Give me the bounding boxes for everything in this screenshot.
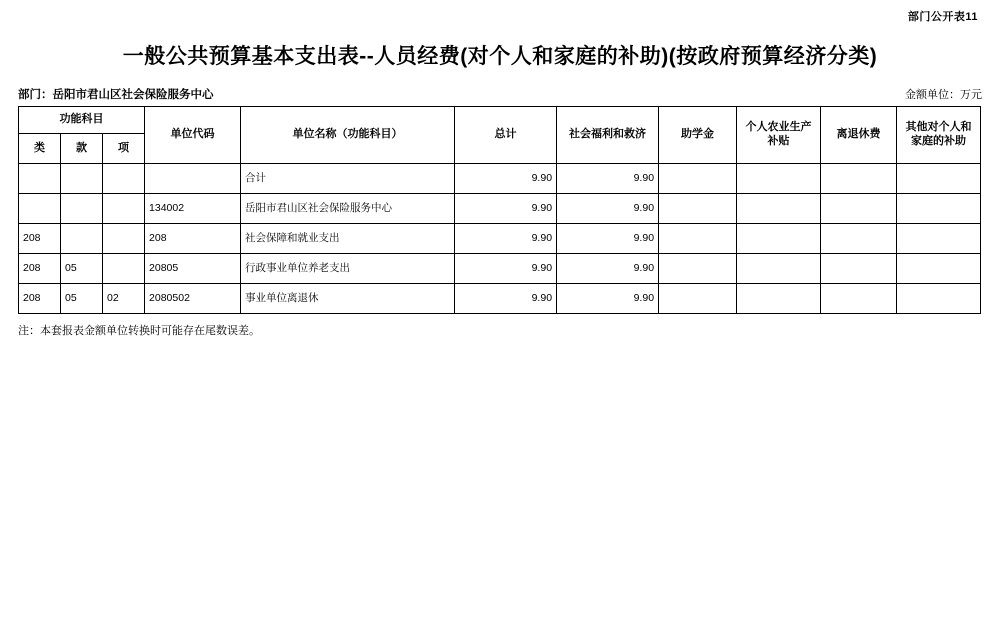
cell-kuan bbox=[61, 164, 103, 194]
header-total: 总计 bbox=[455, 107, 557, 164]
cell-grant bbox=[659, 284, 737, 314]
cell-unit-code: 134002 bbox=[145, 194, 241, 224]
cell-xiang bbox=[103, 164, 145, 194]
header-kuan: 款 bbox=[61, 134, 103, 164]
cell-lei: 208 bbox=[19, 284, 61, 314]
cell-social-welfare: 9.90 bbox=[557, 254, 659, 284]
cell-grant bbox=[659, 164, 737, 194]
header-unit-name: 单位名称（功能科目） bbox=[241, 107, 455, 164]
cell-social-welfare: 9.90 bbox=[557, 284, 659, 314]
cell-farming-subsidy bbox=[737, 284, 821, 314]
budget-table bbox=[18, 106, 981, 314]
cell-retirement bbox=[821, 254, 897, 284]
cell-other-subsidy bbox=[897, 164, 981, 194]
header-social-welfare: 社会福利和救济 bbox=[557, 107, 659, 164]
cell-lei bbox=[19, 194, 61, 224]
header-grant: 助学金 bbox=[659, 107, 737, 164]
cell-unit-code: 208 bbox=[145, 224, 241, 254]
footer-note: 注：本套报表金额单位转换时可能存在尾数误差。 bbox=[18, 325, 260, 337]
cell-total: 9.90 bbox=[455, 224, 557, 254]
cell-social-welfare: 9.90 bbox=[557, 224, 659, 254]
cell-unit-code bbox=[145, 164, 241, 194]
cell-total: 9.90 bbox=[455, 164, 557, 194]
header-other-subsidy: 其他对个人和家庭的补助 bbox=[897, 107, 981, 164]
cell-unit-code: 20805 bbox=[145, 254, 241, 284]
department-name: 岳阳市君山区社会保险服务中心 bbox=[52, 89, 214, 101]
header-farming-subsidy: 个人农业生产补贴 bbox=[737, 107, 821, 164]
cell-other-subsidy bbox=[897, 254, 981, 284]
table-row bbox=[19, 164, 981, 194]
cell-farming-subsidy bbox=[737, 164, 821, 194]
cell-unit-name: 社会保障和就业支出 bbox=[241, 224, 455, 254]
cell-lei: 208 bbox=[19, 254, 61, 284]
cell-xiang bbox=[103, 224, 145, 254]
cell-total: 9.90 bbox=[455, 194, 557, 224]
cell-grant bbox=[659, 224, 737, 254]
cell-other-subsidy bbox=[897, 284, 981, 314]
cell-unit-name: 行政事业单位养老支出 bbox=[241, 254, 455, 284]
cell-total: 9.90 bbox=[455, 284, 557, 314]
header-lei: 类 bbox=[19, 134, 61, 164]
department-info bbox=[18, 86, 214, 102]
cell-grant bbox=[659, 254, 737, 284]
cell-grant bbox=[659, 194, 737, 224]
cell-retirement bbox=[821, 194, 897, 224]
cell-retirement bbox=[821, 284, 897, 314]
meta-row bbox=[18, 86, 982, 102]
cell-kuan bbox=[61, 194, 103, 224]
cell-kuan: 05 bbox=[61, 284, 103, 314]
table-row bbox=[19, 194, 981, 224]
cell-social-welfare: 9.90 bbox=[557, 164, 659, 194]
cell-social-welfare: 9.90 bbox=[557, 194, 659, 224]
header-group-function: 功能科目 bbox=[19, 107, 145, 134]
cell-xiang: 02 bbox=[103, 284, 145, 314]
cell-kuan: 05 bbox=[61, 254, 103, 284]
cell-other-subsidy bbox=[897, 224, 981, 254]
table-row bbox=[19, 224, 981, 254]
cell-lei bbox=[19, 164, 61, 194]
header-unit-code: 单位代码 bbox=[145, 107, 241, 164]
cell-unit-name: 岳阳市君山区社会保险服务中心 bbox=[241, 194, 455, 224]
cell-unit-code: 2080502 bbox=[145, 284, 241, 314]
cell-kuan bbox=[61, 224, 103, 254]
header-retirement: 离退休费 bbox=[821, 107, 897, 164]
form-code: 部门公开表11 bbox=[907, 11, 978, 23]
cell-other-subsidy bbox=[897, 194, 981, 224]
page-title: 一般公共预算基本支出表--人员经费(对个人和家庭的补助)(按政府预算经济分类) bbox=[122, 45, 878, 68]
table-row bbox=[19, 284, 981, 314]
cell-retirement bbox=[821, 224, 897, 254]
cell-unit-name: 事业单位离退休 bbox=[241, 284, 455, 314]
cell-farming-subsidy bbox=[737, 224, 821, 254]
cell-lei: 208 bbox=[19, 224, 61, 254]
cell-retirement bbox=[821, 164, 897, 194]
cell-xiang bbox=[103, 194, 145, 224]
cell-xiang bbox=[103, 254, 145, 284]
header-xiang: 项 bbox=[103, 134, 145, 164]
table-row bbox=[19, 254, 981, 284]
table-header-row-top bbox=[19, 107, 981, 134]
cell-total: 9.90 bbox=[455, 254, 557, 284]
cell-farming-subsidy bbox=[737, 254, 821, 284]
department-label: 部门： bbox=[18, 89, 53, 101]
cell-farming-subsidy bbox=[737, 194, 821, 224]
amount-unit-note: 金额单位：万元 bbox=[905, 89, 982, 101]
cell-unit-name: 合计 bbox=[241, 164, 455, 194]
